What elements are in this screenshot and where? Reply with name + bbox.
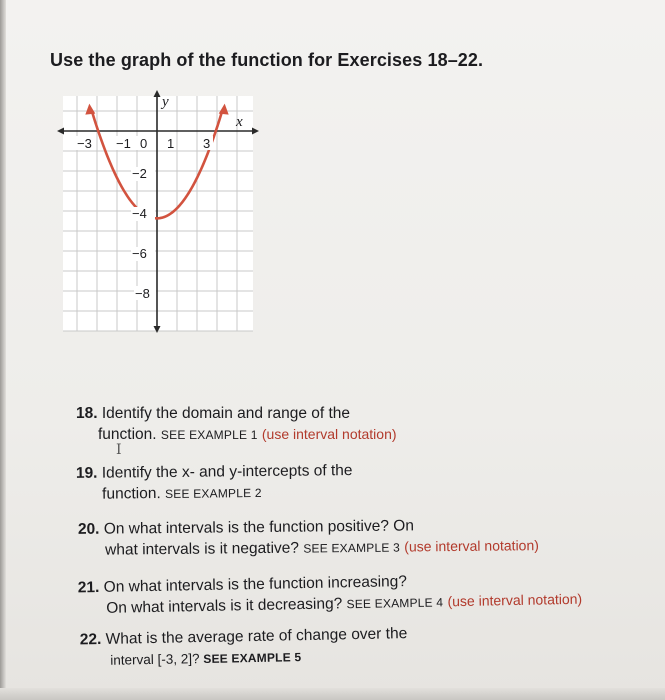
exercise-text: Identify the domain and range of the (101, 405, 351, 422)
x-tick-label: 0 (140, 136, 148, 151)
y-axis-up-arrow-icon (154, 90, 161, 97)
exercise-19 (76, 457, 636, 506)
function-graph (55, 86, 265, 336)
x-tick-label: −1 (116, 136, 131, 151)
see-example-ref: SEE EXAMPLE 1 (160, 428, 258, 442)
see-example-ref: SEE EXAMPLE 4 (346, 595, 444, 612)
x-tick-label: 1 (167, 136, 175, 151)
x-axis-left-arrow-icon (57, 128, 64, 135)
exercise-text: what intervals is it negative? (105, 539, 300, 559)
exercise-18 (76, 403, 636, 446)
exercise-text: function. (98, 426, 157, 443)
exercise-21 (78, 567, 639, 621)
handwritten-note: (use interval notation) (447, 590, 583, 610)
exercise-text: On what intervals is the function positive? On (103, 517, 415, 538)
exercise-number: 20. (77, 520, 100, 538)
section-heading: Use the graph of the function for Exercises 18–22. (50, 50, 484, 70)
text-cursor-icon: I (116, 442, 122, 458)
y-tick-label: −2 (132, 166, 147, 181)
x-axis-label: x (236, 114, 243, 130)
page-shadow-left (0, 0, 6, 700)
exercise-text: On what intervals is it decreasing? (106, 595, 343, 617)
page-shadow-bottom (0, 688, 665, 700)
handwritten-note: (use interval notation) (404, 537, 539, 555)
x-tick-label: −3 (77, 136, 92, 151)
y-tick-label: −4 (132, 206, 147, 221)
exercise-text: What is the average rate of change over the (105, 625, 408, 648)
exercise-number: 19. (75, 464, 98, 482)
x-tick-label: 3 (203, 136, 211, 151)
exercise-number: 22. (79, 630, 102, 649)
y-tick-label: −6 (132, 246, 147, 261)
y-tick-label: −8 (135, 286, 150, 301)
exercise-number: 18. (76, 405, 98, 422)
see-example-ref: SEE EXAMPLE 5 (203, 650, 302, 667)
exercise-text: function. (102, 485, 161, 503)
exercise-number: 21. (77, 578, 100, 597)
exercise-22 (80, 619, 641, 673)
exercise-text: Identify the x- and y-intercepts of the (101, 462, 353, 482)
exercise-20 (78, 513, 638, 562)
exercise-text: On what intervals is the function increasing? (103, 573, 408, 596)
see-example-ref: SEE EXAMPLE 3 (303, 540, 401, 556)
handwritten-note: (use interval notation) (261, 426, 397, 442)
exercise-text: interval [-3, 2]? (110, 651, 200, 668)
see-example-ref: SEE EXAMPLE 2 (164, 485, 262, 501)
x-axis-right-arrow-icon (252, 128, 259, 135)
y-axis-label: y (162, 94, 169, 110)
